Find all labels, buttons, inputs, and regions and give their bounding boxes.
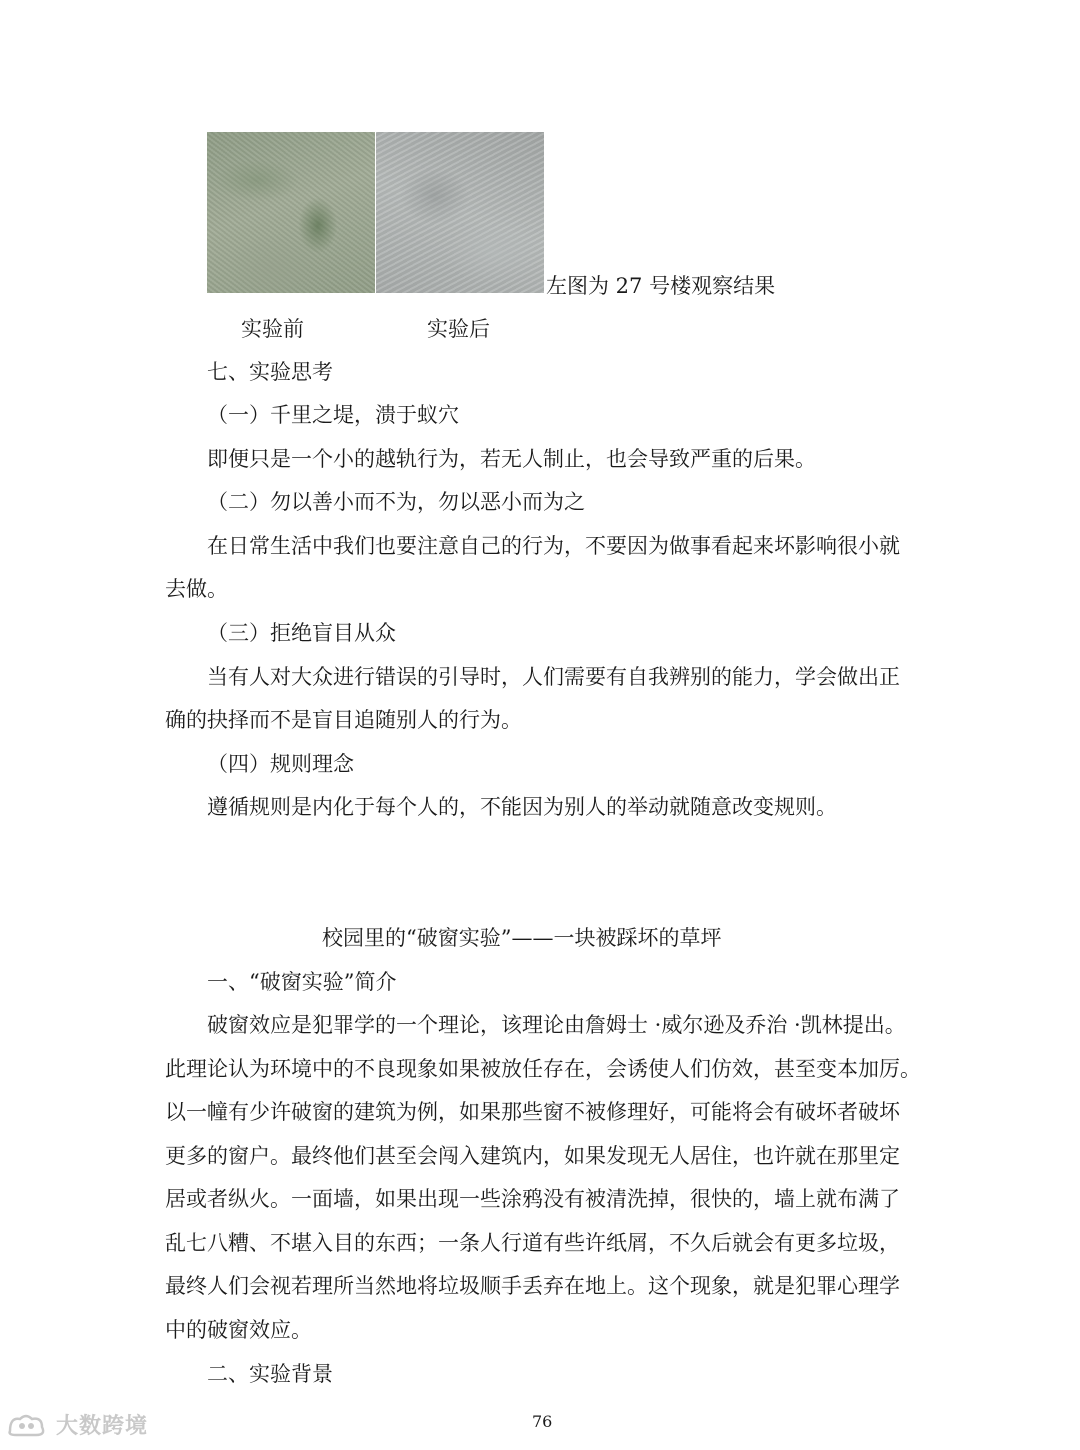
section-1-heading: 一、“破窗实验”简介: [207, 970, 397, 994]
body-line: 中的破窗效应。: [165, 1318, 312, 1342]
body-line: 此理论认为环境中的不良现象如果被放任存在，会诱使人们仿效，甚至变本加厉。: [165, 1057, 921, 1081]
article-title: 校园里的“破窗实验”——一块被踩坏的草坪: [322, 926, 722, 950]
figure-label-before: 实验前: [241, 317, 304, 341]
body-line: 去做。: [165, 577, 228, 601]
subsection-heading: （四）规则理念: [207, 752, 354, 776]
body-line: 破窗效应是犯罪学的一个理论，该理论由詹姆士 ·威尔逊及乔治 ·凯林提出。: [207, 1013, 906, 1037]
body-line: 即便只是一个小的越轨行为，若无人制止，也会导致严重的后果。: [207, 447, 816, 471]
body-line: 遵循规则是内化于每个人的，不能因为别人的举动就随意改变规则。: [207, 795, 837, 819]
body-line: 更多的窗户。最终他们甚至会闯入建筑内，如果发现无人居住，也许就在那里定: [165, 1144, 900, 1168]
watermark: [6, 1409, 148, 1440]
body-line: 在日常生活中我们也要注意自己的行为，不要因为做事看起来坏影响很小就: [207, 534, 900, 558]
subsection-heading: （二）勿以善小而不为，勿以恶小而为之: [207, 490, 585, 514]
body-line: 确的抉择而不是盲目追随别人的行为。: [165, 708, 522, 732]
subsection-heading: （一）千里之堤，溃于蚁穴: [207, 403, 459, 427]
watermark-text: 大数跨境: [56, 1414, 149, 1439]
section-2-heading: 二、实验背景: [207, 1362, 333, 1386]
body-line: 以一幢有少许破窗的建筑为例，如果那些窗不被修理好，可能将会有破坏者破坏: [165, 1100, 900, 1124]
watermark-logo-icon: [6, 1411, 50, 1439]
figure-label-after: 实验后: [427, 317, 490, 341]
body-line: 居或者纵火。一面墙，如果出现一些涂鸦没有被清洗掉，很快的，墙上就布满了: [165, 1187, 900, 1211]
body-line: 当有人对大众进行错误的引导时，人们需要有自我辨别的能力，学会做出正: [207, 665, 900, 689]
subsection-heading: （三）拒绝盲目从众: [207, 621, 396, 645]
section-7-heading: 七、实验思考: [207, 360, 333, 384]
body-line: 乱七八糟、不堪入目的东西；一条人行道有些许纸屑，不久后就会有更多垃圾，: [165, 1231, 900, 1255]
page-number: 76: [532, 1412, 553, 1431]
body-line: 最终人们会视若理所当然地将垃圾顺手丢弃在地上。这个现象，就是犯罪心理学: [165, 1274, 900, 1298]
figure-side-caption: 左图为 27 号楼观察结果: [546, 274, 776, 298]
photo-after-experiment: [376, 132, 544, 293]
photo-before-experiment: [207, 132, 375, 293]
